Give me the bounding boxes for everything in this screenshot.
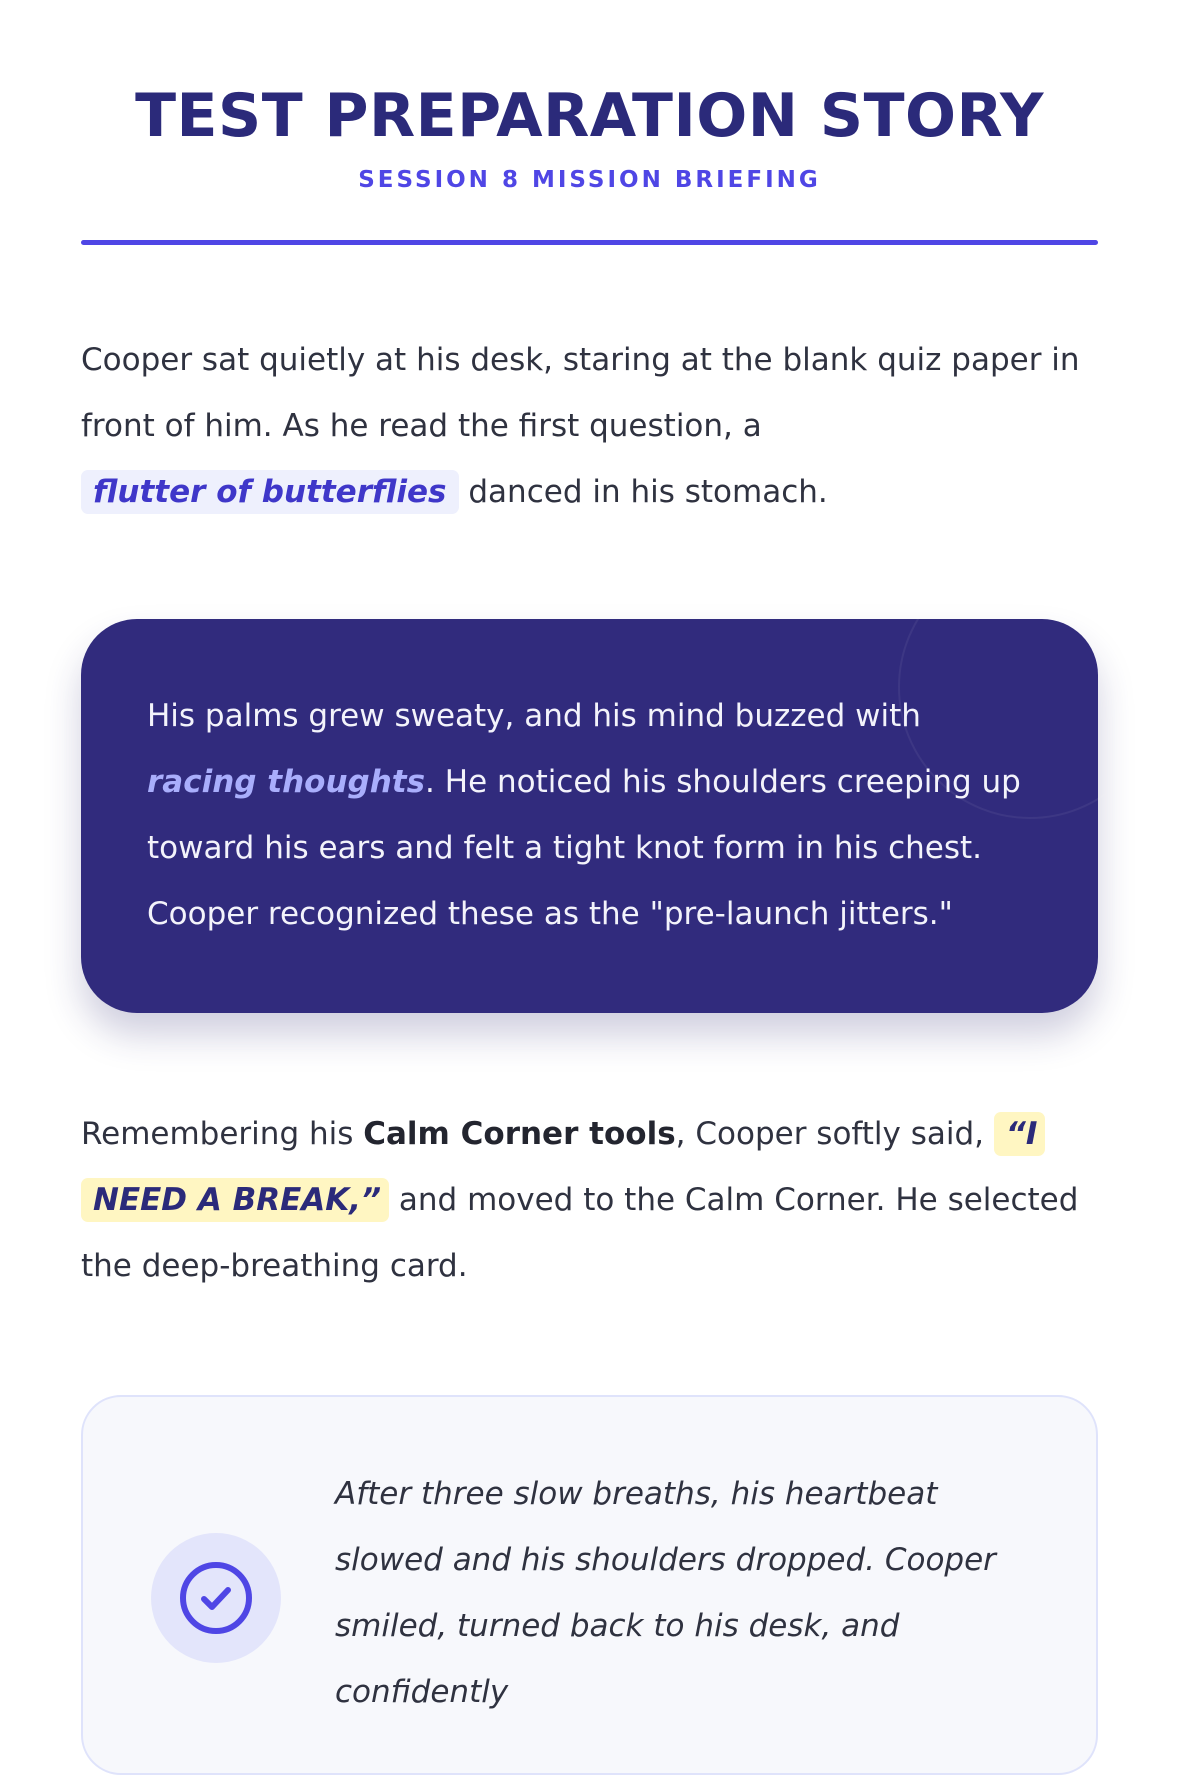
jitters-text-before: His palms grew sweaty, and his mind buzzed with [147, 698, 921, 734]
calm-text-middle: , Cooper softly said, [675, 1116, 994, 1152]
intro-text-after: danced in his stomach. [468, 474, 828, 510]
page-title: TEST PREPARATION STORY [135, 81, 1044, 151]
calm-text-after: and moved to the Calm Corner. He selected the deep-breathing card. [81, 1182, 1079, 1284]
story-paragraph-intro [81, 327, 1098, 525]
result-text: After three slow breaths, his heartbeat slowed and his shoulders dropped. Cooper smiled, turned back to his desk, and confidently [335, 1476, 996, 1710]
header-divider [81, 240, 1098, 245]
story-paragraph-jitters [147, 683, 1032, 947]
story-card-jitters [81, 619, 1098, 1013]
page-subtitle: SESSION 8 MISSION BRIEFING [358, 167, 821, 193]
intro-text-before: Cooper sat quietly at his desk, staring at the blank quiz paper in front of him. As he read the first question, a [81, 342, 1080, 444]
jitters-text-after: . He noticed his shoulders creeping up toward his ears and felt a tight knot form in his chest. Cooper recognized these as the "pre-launch jitters." [147, 764, 1021, 932]
story-paragraph-calm-corner [81, 1101, 1098, 1299]
highlight-phrase-butterflies: flutter of butterflies [81, 470, 459, 514]
calm-text-before: Remembering his [81, 1116, 364, 1152]
check-circle-icon [151, 1533, 281, 1663]
bold-term-calm-corner-tools: Calm Corner tools [363, 1116, 676, 1152]
result-card [81, 1395, 1098, 1775]
quote-highlight-need-a-break: “I NEED A BREAK,” [81, 1112, 1045, 1222]
accent-phrase-racing-thoughts: racing thoughts [147, 764, 426, 800]
page-header [81, 0, 1098, 196]
